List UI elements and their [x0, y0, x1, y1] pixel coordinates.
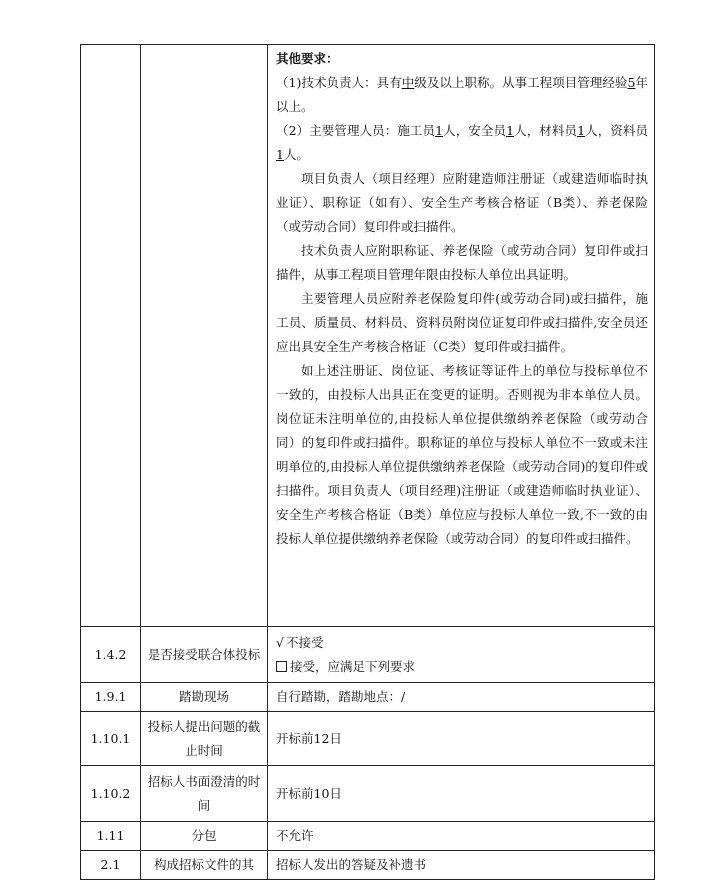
clause-content-cell — [268, 45, 655, 627]
empty-checkbox-icon — [276, 661, 287, 672]
clause-item-cell: 招标人书面澄清的时间 — [141, 766, 268, 822]
table-row — [81, 45, 655, 627]
table-row — [81, 627, 655, 683]
clause-item-cell — [141, 45, 268, 627]
clause-content-cell: 招标人发出的答疑及补遗书 — [268, 851, 655, 880]
clause-content-cell: 开标前12日 — [268, 712, 655, 766]
tech-lead-paragraph: 技术负责人应附职称证、养老保险（或劳动合同）复印件或扫描件，从事工程项目管理年限由投标人单位出具证明。 — [276, 243, 648, 282]
option-accept: 接受，应满足下列要求 — [276, 655, 648, 679]
clause-content-cell: 自行踏勘，踏勘地点：/ — [268, 683, 655, 712]
clause-item-cell: 构成招标文件的其 — [141, 851, 268, 880]
table-row — [81, 851, 655, 880]
tender-data-table — [80, 44, 655, 880]
clause-number-cell: 1.11 — [81, 822, 141, 851]
clause-number-cell: 1.9.1 — [81, 683, 141, 712]
management-staff-paragraph: 主要管理人员应附养老保险复印件(或劳动合同)或扫描件，施工员、质量员、材料员、资料员附岗位证复印件或扫描件,安全员还应出具安全生产考核合格证（C类）复印件或扫描件。 — [276, 291, 648, 354]
check-mark-icon: √ — [276, 634, 284, 650]
other-requirements-heading: 其他要求： — [276, 51, 339, 66]
table-row — [81, 712, 655, 766]
certificate-unit-paragraph: 如上述注册证、岗位证、考核证等证件上的单位与投标单位不一致的，由投标人出具正在变更的证明。否则视为非本单位人员。岗位证未注明单位的,由投标人单位提供缴纳养老保险（或劳动合同）的复印件或扫描件。职称证的单位与投标人单位不一致或未注明单位的,由投标人单位提供缴纳养老保险（或劳动合同)的复印件或扫描件。项目负责人（项目经理)注册证（或建造师临时执业证）、安全生产考核合格证（B类）单位应与投标人单位一致,不一致的由投标人单位提供缴纳养老保险（或劳动合同）的复印件或扫描件。 — [276, 363, 648, 546]
clause-item-cell: 分包 — [141, 822, 268, 851]
clause-item-cell: 是否接受联合体投标 — [141, 627, 268, 683]
clause-item-cell: 投标人提出问题的截止时间 — [141, 712, 268, 766]
tech-lead-requirement: （1)技术负责人：具有中级及以上职称。从事工程项目管理经验5年以上。 — [276, 75, 648, 114]
project-manager-paragraph: 项目负责人（项目经理）应附建造师注册证（或建造师临时执业证）、职称证（如有）、安全生产考核合格证（B类）、养老保险（或劳动合同）复印件或扫描件。 — [276, 171, 648, 234]
clause-number-cell: 1.10.1 — [81, 712, 141, 766]
clause-content-cell: 不允许 — [268, 822, 655, 851]
option-not-accept: √ 不接受 — [276, 634, 324, 650]
table-row — [81, 822, 655, 851]
management-staff-requirement: （2）主要管理人员：施工员1人，安全员1人，材料员1人，资料员1人。 — [276, 123, 648, 162]
clause-content-cell — [268, 627, 655, 683]
table-row — [81, 766, 655, 822]
clause-item-cell: 踏勘现场 — [141, 683, 268, 712]
clause-content-cell: 开标前10日 — [268, 766, 655, 822]
clause-number-cell — [81, 45, 141, 627]
clause-number-cell: 1.10.2 — [81, 766, 141, 822]
clause-number-cell: 1.4.2 — [81, 627, 141, 683]
table-row — [81, 683, 655, 712]
clause-number-cell: 2.1 — [81, 851, 141, 880]
